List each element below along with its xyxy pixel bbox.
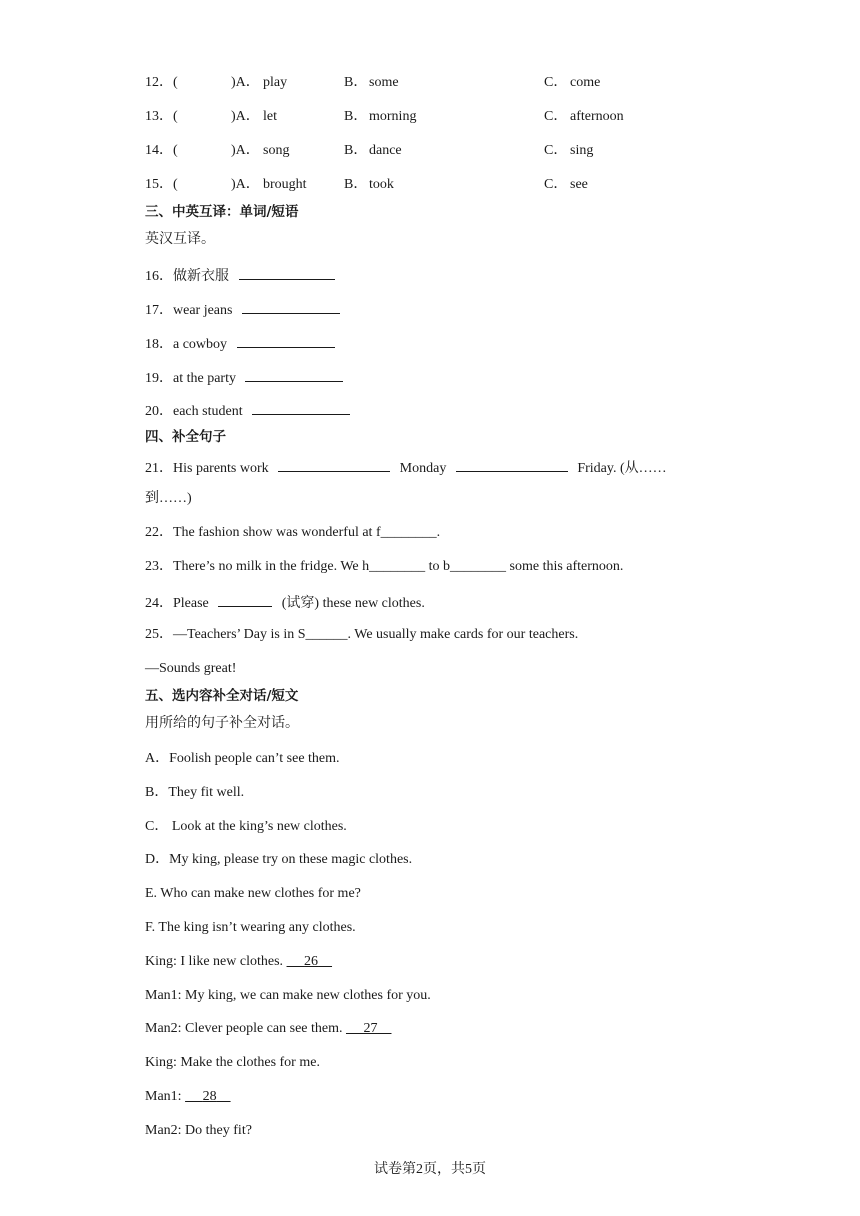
answer-blank[interactable]: [245, 367, 343, 382]
mc-option-b-label: B．: [344, 177, 368, 192]
question-25-reply: —Sounds great!: [145, 661, 237, 676]
dialog-blank-26[interactable]: [287, 954, 333, 969]
answer-blank[interactable]: [278, 457, 390, 472]
mc-option-c-label: C．: [544, 109, 568, 124]
mc-option-a-label: )A．: [231, 177, 260, 192]
blank-number: 28: [202, 1089, 217, 1104]
mc-option-a: let: [263, 109, 277, 124]
section-3-instruction: 英汉互译。: [145, 232, 215, 247]
dialog-line-king-1: [145, 953, 332, 971]
dialog-line-man2-2: Man2: Do they fit?: [145, 1123, 252, 1138]
mc-option-b: took: [369, 177, 394, 192]
option-d: D．My king, please try on these magic clothes.: [145, 852, 413, 867]
dialog-line-man1-1: Man1: My king, we can make new clothes for you.: [145, 988, 431, 1003]
answer-blank[interactable]: [237, 333, 335, 348]
mc-number: 12．(: [145, 75, 178, 90]
mc-number: 15．(: [145, 177, 178, 192]
dialog-line-king-2: King: Make the clothes for me.: [145, 1055, 320, 1070]
q21-text-c: Friday. (从……: [577, 461, 667, 476]
option-a: A．Foolish people can’t see them.: [145, 751, 340, 766]
dialog-blank-27[interactable]: [346, 1021, 392, 1036]
question-23: 23．There’s no milk in the fridge. We h________ to b________ some this afternoon.: [145, 559, 624, 574]
dialog-line-man1-2: [145, 1088, 231, 1106]
answer-blank[interactable]: [456, 457, 568, 472]
answer-blank[interactable]: [218, 592, 272, 607]
translation-item-20: [145, 400, 350, 421]
question-24: [145, 592, 425, 613]
option-e: E. Who can make new clothes for me?: [145, 886, 361, 901]
blank-number: 26: [304, 954, 319, 969]
dialog-line-man2-1: [145, 1020, 391, 1038]
mc-number: 14．(: [145, 143, 178, 158]
item-text: 18．a cowboy: [145, 337, 228, 352]
mc-option-a: play: [263, 75, 288, 90]
question-22: 22．The fashion show was wonderful at f________.: [145, 525, 441, 540]
item-text: 19．at the party: [145, 371, 236, 386]
q21-text-a: 21．His parents work: [145, 461, 269, 476]
dialog-text: King: I like new clothes.: [145, 954, 287, 969]
mc-option-c: see: [570, 177, 588, 192]
mc-option-b: morning: [369, 109, 417, 124]
mc-option-a-label: )A．: [231, 143, 260, 158]
mc-option-a: song: [263, 143, 290, 158]
option-c: C． Look at the king’s new clothes.: [145, 819, 347, 834]
q24-text-b: (试穿) these new clothes.: [281, 596, 425, 611]
mc-option-c-label: C．: [544, 75, 568, 90]
mc-option-a-label: )A．: [231, 109, 260, 124]
mc-option-c: sing: [570, 143, 594, 158]
dialog-blank-28[interactable]: [185, 1089, 231, 1104]
mc-option-c-label: C．: [544, 143, 568, 158]
q21-text-b: Monday: [399, 461, 447, 476]
translation-item-19: [145, 367, 343, 388]
section-4-heading: 四、补全句子: [145, 429, 226, 445]
mc-option-b: dance: [369, 143, 402, 158]
question-21: [145, 457, 667, 478]
option-b: B．They fit well.: [145, 785, 245, 800]
answer-blank[interactable]: [242, 299, 340, 314]
translation-item-18: [145, 333, 335, 354]
answer-blank[interactable]: [252, 400, 350, 415]
translation-item-17: [145, 299, 340, 320]
item-text: 16．做新衣服: [145, 269, 229, 284]
item-text: 20．each student: [145, 404, 243, 419]
answer-blank[interactable]: [239, 265, 335, 280]
mc-option-b: some: [369, 75, 399, 90]
mc-option-b-label: B．: [344, 109, 368, 124]
mc-number: 13．(: [145, 109, 178, 124]
mc-option-a: brought: [263, 177, 307, 192]
mc-option-a-label: )A．: [231, 75, 260, 90]
mc-option-c: come: [570, 75, 601, 90]
section-5-instruction: 用所给的句子补全对话。: [145, 716, 299, 731]
mc-option-b-label: B．: [344, 75, 368, 90]
dialog-text: Man1:: [145, 1089, 186, 1104]
mc-option-b-label: B．: [344, 143, 368, 158]
option-f: F. The king isn’t wearing any clothes.: [145, 920, 356, 935]
q24-text-a: 24．Please: [145, 596, 209, 611]
q21-continuation: 到……): [145, 491, 192, 506]
blank-number: 27: [363, 1021, 378, 1036]
mc-option-c-label: C．: [544, 177, 568, 192]
section-5-heading: 五、选内容补全对话/短文: [145, 688, 299, 704]
page-footer: 试卷第2页，共5页: [374, 1162, 486, 1177]
item-text: 17．wear jeans: [145, 303, 233, 318]
dialog-text: Man2: Clever people can see them.: [145, 1021, 346, 1036]
translation-item-16: [145, 265, 335, 286]
question-25: 25．—Teachers’ Day is in S______. We usually make cards for our teachers.: [145, 627, 579, 642]
section-3-heading: 三、中英互译：单词/短语: [145, 204, 299, 220]
mc-option-c: afternoon: [570, 109, 624, 124]
